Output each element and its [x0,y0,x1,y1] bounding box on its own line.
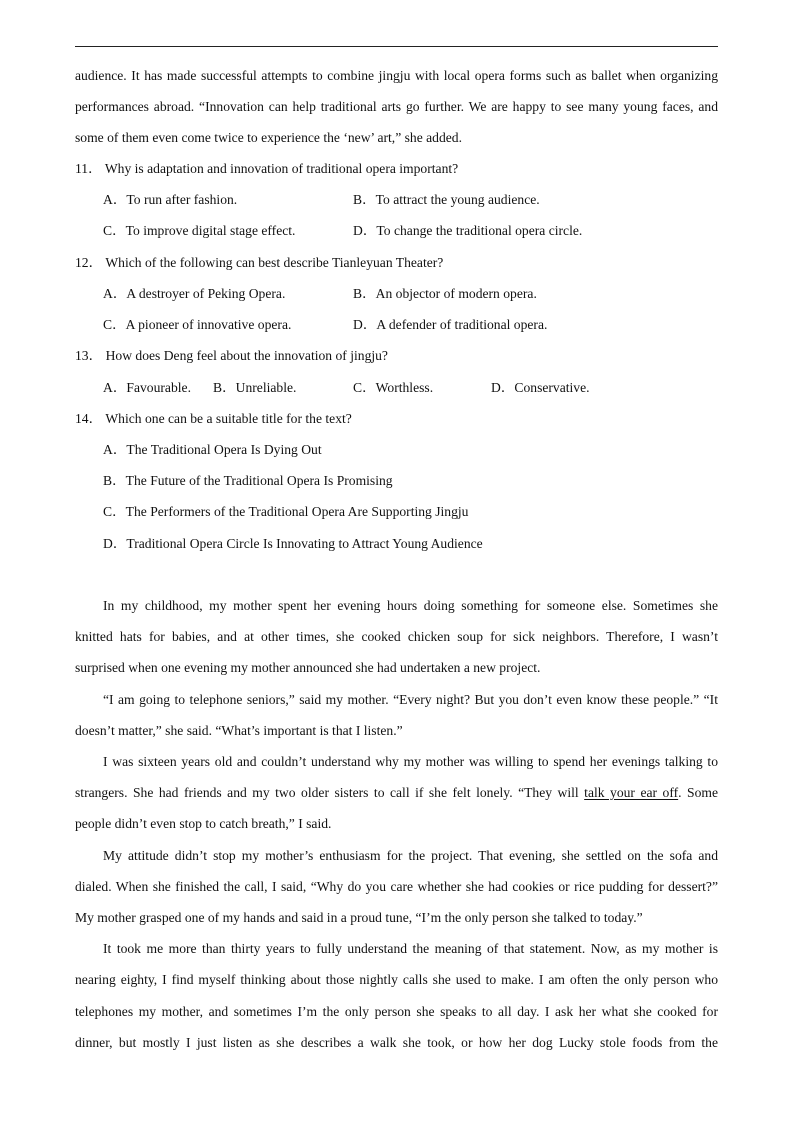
q11-option-b[interactable]: B．To attract the young audience. [353,192,540,207]
story-line-with-underline [75,784,718,802]
q11-option-a[interactable]: A．To run after fashion. [103,192,238,207]
passage-line: performances abroad. “Innovation can help traditional arts go further. We are happy to see many young faces, and [75,99,718,114]
story-line: My mother grasped one of my hands and said in a proud tune, “I’m the only person she talked to today.” [75,910,643,925]
header-rule [75,46,718,47]
story-line: dialed. When she finished the call, I said, “Why do you care whether she had cookies or rice pudding for dessert?” [75,879,718,894]
story-text: strangers. She had friends and my two older sisters to call if she felt lonely. “They will [75,785,585,800]
story-line: nearing eighty, I find myself thinking about those nightly calls she used to make. I am often the only person who [75,972,718,987]
q13-option-a[interactable]: A．Favourable. [103,380,191,395]
story-line: dinner, but mostly I just listen as she describes a walk she took, or how her dog Lucky stole foods from the [75,1035,718,1050]
q14-option-a[interactable]: A．The Traditional Opera Is Dying Out [103,442,322,457]
q14-option-c[interactable]: C．The Performers of the Traditional Opera Are Supporting Jingju [103,504,469,519]
passage-line: audience. It has made successful attempts to combine jingju with local opera forms such as ballet when organizing [75,68,718,83]
story-line: knitted hats for babies, and at other times, she cooked chicken soup for sick neighbors. Therefore, I wasn’t [75,629,718,644]
q12-option-d[interactable]: D．A defender of traditional opera. [353,317,548,332]
q13-option-b[interactable]: B．Unreliable. [213,380,297,395]
q13-option-c[interactable]: C．Worthless. [353,380,434,395]
question-13-stem: 13． How does Deng feel about the innovation of jingju? [75,348,388,363]
story-line: It took me more than thirty years to fully understand the meaning of that statement. Now, as my mother is [103,941,718,956]
q11-option-c[interactable]: C．To improve digital stage effect. [103,223,296,238]
q11-option-d[interactable]: D．To change the traditional opera circle. [353,223,583,238]
story-line: My attitude didn’t stop my mother’s enthusiasm for the project. That evening, she settled on the sofa and [103,848,718,863]
underlined-phrase: talk your ear off [584,785,679,800]
q14-option-b[interactable]: B．The Future of the Traditional Opera Is Promising [103,473,393,488]
story-line: doesn’t matter,” she said. “What’s important is that I listen.” [75,723,403,738]
story-line: surprised when one evening my mother announced she had undertaken a new project. [75,660,541,675]
q12-option-c[interactable]: C．A pioneer of innovative opera. [103,317,292,332]
question-12-stem: 12． Which of the following can best describe Tianleyuan Theater? [75,255,444,270]
story-line: In my childhood, my mother spent her evening hours doing something for someone else. Sometimes she [103,598,718,613]
story-line: “I am going to telephone seniors,” said my mother. “Every night? But you don’t even know these people.” “It [103,692,718,707]
story-line: telephones my mother, and sometimes I’m the only person she speaks to all day. I ask her what she cooked for [75,1004,718,1019]
story-line: people didn’t even stop to catch breath,” I said. [75,816,332,831]
passage-line: some of them even come twice to experience the ‘new’ art,” she added. [75,130,462,145]
q12-option-b[interactable]: B．An objector of modern opera. [353,286,537,301]
question-14-stem: 14． Which one can be a suitable title for the text? [75,411,352,426]
q12-option-a[interactable]: A．A destroyer of Peking Opera. [103,286,286,301]
q13-option-d[interactable]: D．Conservative. [491,380,590,395]
story-line: I was sixteen years old and couldn’t understand why my mother was willing to spend her evenings talking to [103,754,718,769]
q14-option-d[interactable]: D．Traditional Opera Circle Is Innovating to Attract Young Audience [103,536,483,551]
story-text: . Some [678,785,718,800]
question-11-stem: 11． Why is adaptation and innovation of traditional opera important? [75,161,459,176]
